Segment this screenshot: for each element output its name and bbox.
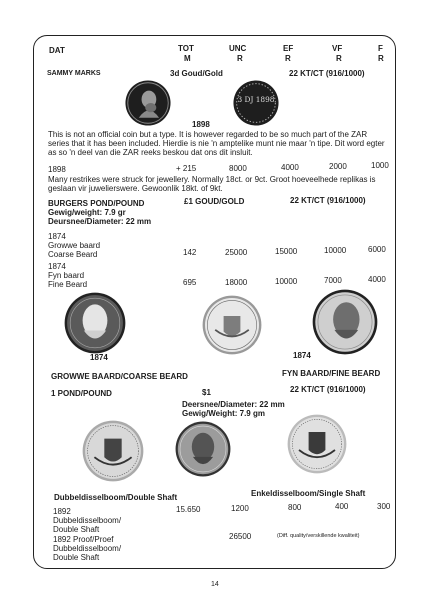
- burgers-caption-left-year: 1874: [90, 353, 108, 362]
- burgers-row-tot: 142: [183, 248, 197, 257]
- burgers-caption-right-year: 1874: [293, 351, 311, 360]
- pond-single-shaft-label: Enkeldisselboom/Single Shaft: [251, 489, 366, 498]
- burgers-row-f: 4000: [368, 275, 386, 284]
- pond-row-ef: 800: [288, 503, 302, 512]
- burgers-row-label: Growwe baard: [48, 241, 101, 250]
- sammy-row-tot: + 215: [176, 164, 197, 173]
- burgers-row-ef: 15000: [275, 247, 298, 256]
- pond-row-tot: 15.650: [176, 505, 201, 514]
- header-tot: TOT: [178, 44, 194, 53]
- header-unc-sub: R: [237, 54, 243, 63]
- pond-double-shaft-label: Dubbeldisselboom/Double Shaft: [54, 493, 178, 502]
- burgers-row-ef: 10000: [275, 277, 298, 286]
- sammy-coin-reverse-text: 3 DJ 1898: [237, 95, 275, 105]
- header-ef-sub: R: [285, 54, 291, 63]
- burgers-row-unc: 25000: [225, 248, 248, 257]
- burgers-diameter: Deursnee/Diameter: 22 mm: [48, 217, 152, 226]
- pond-title: 1 POND/POUND: [51, 389, 112, 398]
- burgers-caption-left: GROWWE BAARD/COARSE BEARD: [51, 372, 188, 381]
- burgers-purity: 22 KT/CT (916/1000): [290, 196, 366, 205]
- pond-row-line: Dubbeldisselboom/: [53, 516, 122, 525]
- pond-row-line: Dubbeldisselboom/: [53, 544, 122, 553]
- burgers-row-vf: 7000: [324, 276, 342, 285]
- pond-coin-obverse: [175, 421, 231, 477]
- sammy-row-f: 1000: [371, 161, 389, 170]
- pond-row-unc: 26500: [229, 532, 252, 541]
- pond-coin-double-shaft: [82, 420, 144, 482]
- burgers-row-year: 1874: [48, 232, 66, 241]
- sammy-purity: 22 KT/CT (916/1000): [289, 69, 365, 78]
- burgers-denom: £1 GOUD/GOLD: [184, 197, 245, 206]
- header-vf: VF: [332, 44, 343, 53]
- sammy-description: This is not an official coin but a type. It is however regarded to be so much part of the ZAR series that it has been included. Hierdie is nie 'n amptelike munt nie maar 'n tipe. Dit word egter as so 'n deel van die ZAR reeks beskou dat ons dit insluit.: [48, 130, 385, 157]
- header-dat: DAT: [49, 46, 65, 55]
- header-unc: UNC: [229, 44, 247, 53]
- pond-row-line: 1892 Proof/Proef: [53, 535, 114, 544]
- pond-weight: Gewig/Weight: 7.9 gm: [182, 409, 265, 418]
- sammy-row-vf: 2000: [329, 162, 347, 171]
- burgers-row-vf: 10000: [324, 246, 347, 255]
- burgers-row-unc: 18000: [225, 278, 248, 287]
- header-ef: EF: [283, 44, 294, 53]
- header-tot-sub: M: [184, 54, 191, 63]
- pond-row-line: Double Shaft: [53, 553, 100, 562]
- burgers-caption-right: FYN BAARD/FINE BEARD: [282, 369, 381, 378]
- burgers-row-tot: 695: [183, 278, 197, 287]
- burgers-row-f: 6000: [368, 245, 386, 254]
- pond-denom: $1: [202, 388, 211, 397]
- sammy-denom: 3d Goud/Gold: [170, 69, 223, 78]
- burgers-row-year: 1874: [48, 262, 66, 271]
- pond-row-unc: 1200: [231, 504, 249, 513]
- header-f-sub: R: [378, 54, 384, 63]
- pond-coin-single-shaft: [287, 414, 347, 474]
- sammy-coin-obverse: [125, 80, 171, 126]
- sammy-row-ef: 4000: [281, 163, 299, 172]
- burgers-row-label: Fyn baard: [48, 271, 85, 280]
- burgers-coin-reverse: [202, 295, 262, 355]
- pond-purity: 22 KT/CT (916/1000): [290, 385, 366, 394]
- header-f: F: [378, 44, 383, 53]
- pond-row-vf: 400: [335, 502, 349, 511]
- burgers-weight: Gewig/weight: 7.9 gr: [48, 208, 126, 217]
- page-number: 14: [211, 581, 219, 588]
- sammy-note: Many restrikes were struck for jewellery. Normally 18ct. or 9ct. Groot hoeveelhede replikas is geslaan vir juwelierswere. Gewoonlik 18kt. of 9kt.: [48, 175, 376, 193]
- sammy-coin-reverse: [233, 80, 279, 126]
- sammy-title: SAMMY MARKS: [47, 70, 101, 77]
- sammy-row-unc: 8000: [229, 164, 247, 173]
- burgers-coin-fine: [312, 289, 378, 355]
- sammy-year-caption: 1898: [192, 120, 210, 129]
- pond-row-note: (Diff. quality/verskillende kwaliteit): [277, 533, 360, 539]
- sammy-row-year: 1898: [48, 165, 66, 174]
- burgers-row-label: Fine Beard: [48, 280, 88, 289]
- burgers-title: BURGERS POND/POUND: [48, 199, 145, 208]
- burgers-coin-coarse: [64, 292, 126, 354]
- burgers-row-label: Coarse Beard: [48, 250, 98, 259]
- pond-row-line: 1892: [53, 507, 71, 516]
- header-vf-sub: R: [336, 54, 342, 63]
- pond-row-f: 300: [377, 502, 391, 511]
- pond-row-line: Double Shaft: [53, 525, 100, 534]
- pond-diameter: Deersnee/Diameter: 22 mm: [182, 400, 285, 409]
